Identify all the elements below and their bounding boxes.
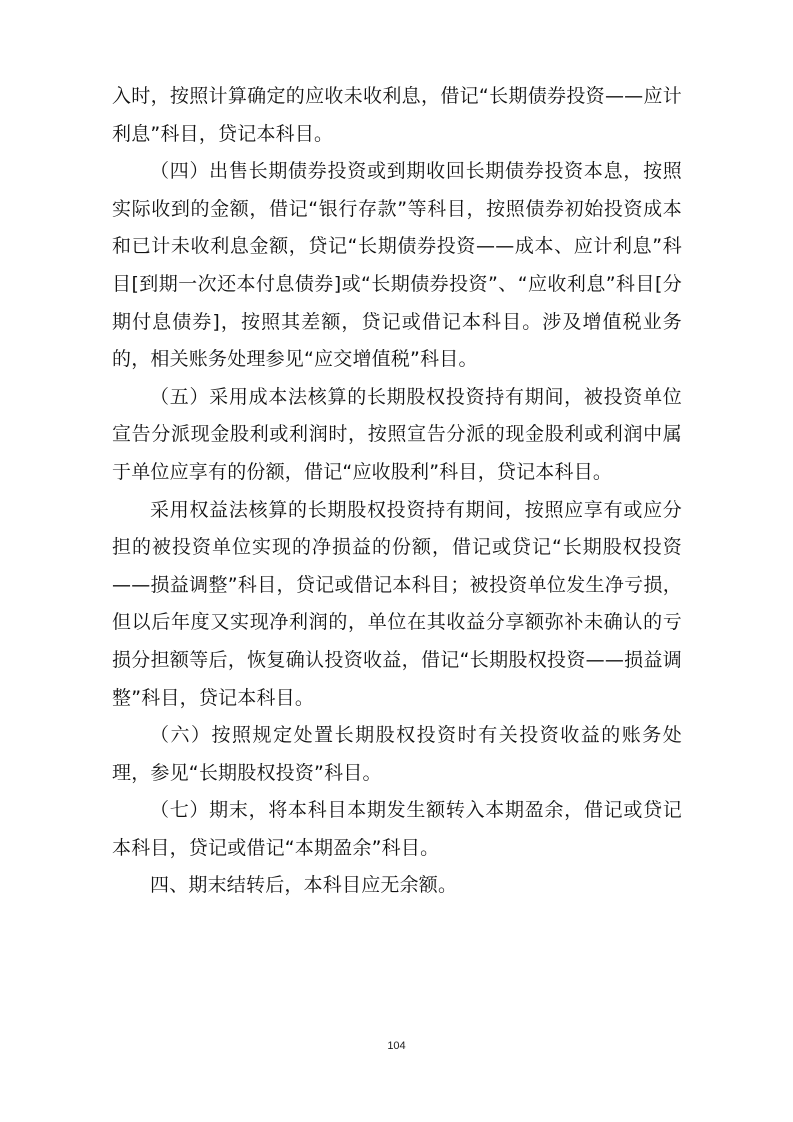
paragraph-equity-method: 采用权益法核算的长期股权投资持有期间，按照应享有或应分担的被投资单位实现的净损益的份额，借记或贷记“长期股权投资——损益调整”科目，贷记或借记本科目；被投资单位发生净亏损，但以后年度又实现净利润的，单位在其收益分享额弥补未确认的亏损分担额等后，恢复确认投资收益，借记“长期股权投资——损益调整”科目，贷记本科目。 — [112, 498, 682, 709]
paragraph-section-4: 四、期末结转后，本科目应无余额。 — [150, 874, 458, 897]
paragraph-item-5: （五）采用成本法核算的长期股权投资持有期间，被投资单位宣告分派现金股利或利润时，按照宣告分派的现金股利或利润中属于单位应享有的份额，借记“应收股利”科目，贷记本科目。 — [112, 385, 682, 483]
paragraph-continuation: 入时，按照计算确定的应收未收利息，借记“长期债券投资——应计利息”科目，贷记本科目。 — [112, 85, 682, 145]
paragraph-item-6: （六）按照规定处置长期股权投资时有关投资收益的账务处理，参见“长期股权投资”科目。 — [112, 724, 682, 784]
paragraph-item-4: （四）出售长期债券投资或到期收回长期债券投资本息，按照实际收到的金额，借记“银行存款”等科目，按照债券初始投资成本和已计未收利息金额，贷记“长期债券投资——成本、应计利息”科目[到期一次还本付息债券]或“长期债券投资”、“应收利息”科目[分期付息债券]，按照其差额，贷记或借记本科目。涉及增值税业务的，相关账务处理参见“应交增值税”科目。 — [112, 160, 682, 371]
paragraph-item-7: （七）期末，将本科目本期发生额转入本期盈余，借记或贷记本科目，贷记或借记“本期盈余”科目。 — [112, 799, 682, 859]
body-text — [112, 78, 682, 905]
page-number: 104 — [387, 1040, 406, 1052]
